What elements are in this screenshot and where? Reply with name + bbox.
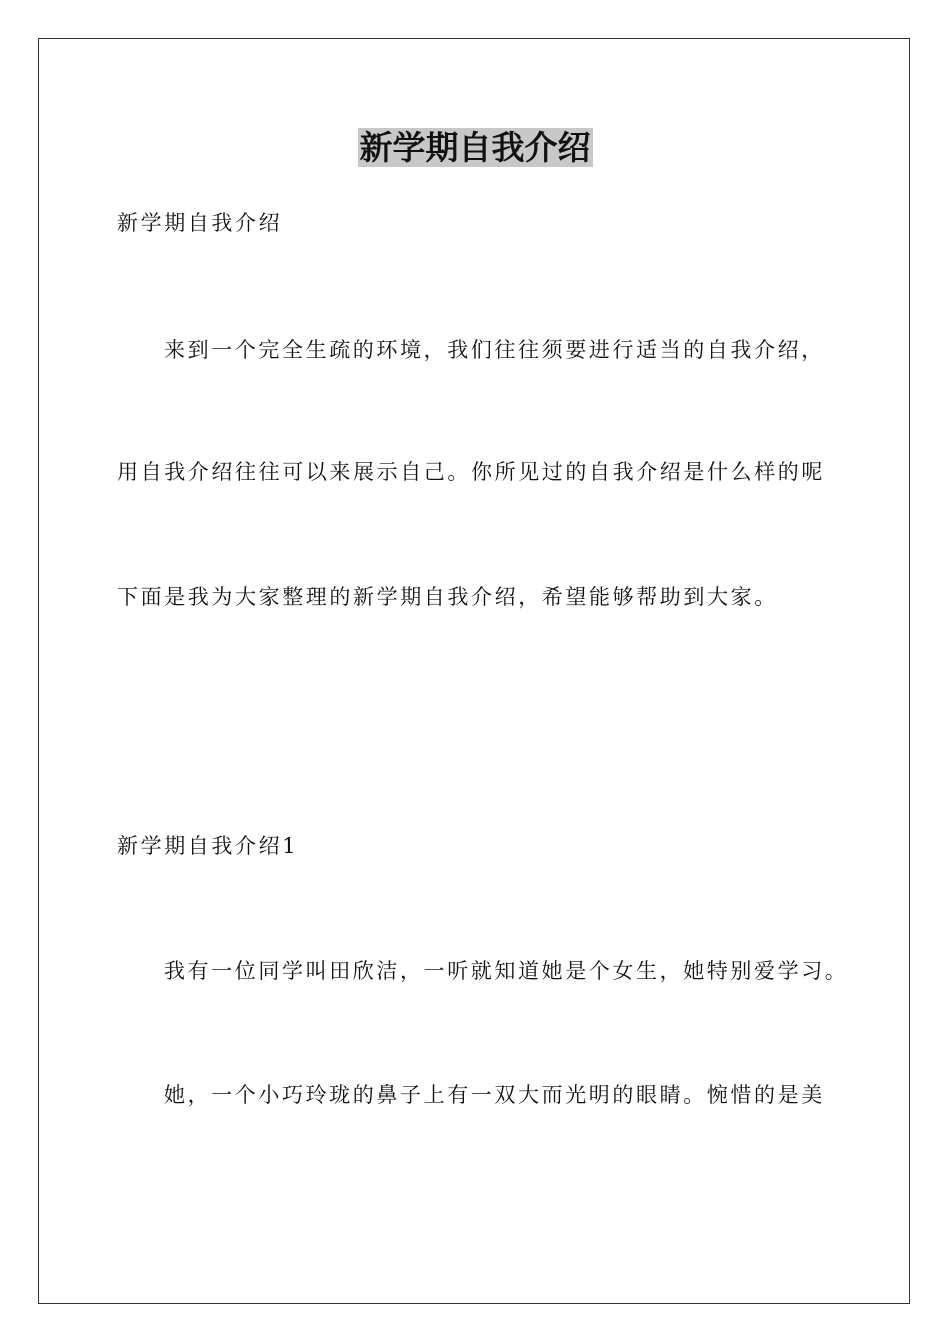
- document-title-text: 新学期自我介绍: [359, 128, 591, 167]
- section1-line-1: 我有一位同学叫田欣洁，一听就知道她是个女生，她特别爱学习。: [164, 959, 849, 983]
- document-subtitle: 新学期自我介绍: [117, 211, 283, 235]
- section1-line-2: 她，一个小巧玲珑的鼻子上有一双大而光明的眼睛。惋惜的是美: [164, 1083, 825, 1107]
- section1-heading: 新学期自我介绍1: [117, 834, 299, 858]
- intro-line-3: 下面是我为大家整理的新学期自我介绍，希望能够帮助到大家。: [117, 585, 778, 609]
- intro-line-1: 来到一个完全生疏的环境，我们往往须要进行适当的自我介绍，: [164, 338, 825, 362]
- intro-line-2: 用自我介绍往往可以来展示自己。你所见过的自我介绍是什么样的呢: [117, 460, 825, 484]
- document-title: [0, 124, 950, 172]
